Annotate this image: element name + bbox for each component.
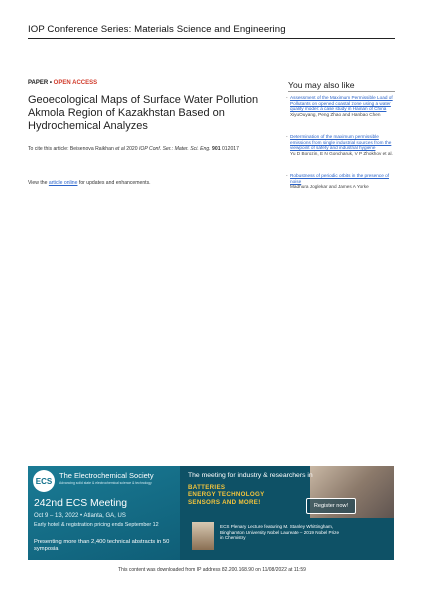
tag-separator: •	[48, 80, 54, 86]
meeting-dates: Oct 9 – 13, 2022 • Atlanta, GA, US	[34, 513, 126, 519]
article-online-link[interactable]: article online	[48, 180, 78, 186]
topic-item: ENERGY TECHNOLOGY	[188, 491, 265, 499]
view-suffix: for updates and enhancements.	[77, 180, 151, 186]
citation	[28, 146, 283, 152]
cite-volume: 901	[210, 146, 221, 152]
related-article-link[interactable]: Robustness of periodic orbits in the presence of noise	[290, 173, 390, 184]
speaker-photo	[192, 522, 214, 550]
banner-right-panel	[180, 466, 394, 560]
society-title: The Electrochemical Society	[59, 471, 154, 480]
related-article-link[interactable]: Determination of the maximum permissible emissions from single industrial sources from the viewpoint of safety and industrial hygiene	[290, 134, 392, 151]
plenary-lecture: ECS Plenary Lecture featuring M. Stanley Whittingham, Binghamton University Nobel Laureate – 2019 Nobel Prize in Chemistry	[220, 524, 339, 541]
banner-left-panel	[28, 466, 180, 560]
bullet: -	[286, 95, 288, 100]
article-type-tag	[28, 80, 97, 86]
article-title: Geoecological Maps of Surface Water Pollution Akmola Region of Kazakhstan Based on Hydrochemical Analyzes	[28, 94, 259, 132]
related-article	[286, 134, 396, 156]
view-online	[28, 180, 151, 186]
topic-item: SENSORS AND MORE!	[188, 498, 261, 506]
related-article-authors: Madhura Joglekar and James A Yorke	[290, 184, 369, 190]
download-note: This content was downloaded from IP address 82.200.168.90 on 11/08/2022 at 11:59	[118, 567, 306, 573]
related-article-authors: XiyuOuyang, Peng Zhao and Hanbao Chen	[290, 111, 381, 117]
cite-year: 2020	[124, 146, 140, 152]
ecs-advert-banner[interactable]	[28, 466, 394, 560]
meeting-for: The meeting for industry & researchers in	[188, 472, 313, 479]
paper-label: PAPER	[28, 80, 49, 86]
related-article	[286, 173, 396, 190]
early-pricing: Early hotel & registration pricing ends September 12	[34, 522, 159, 528]
abstracts-count: Presenting more than 2,400 technical abstracts in 50 symposia	[34, 539, 170, 553]
ecs-logo-icon: ECS	[33, 470, 55, 492]
society-subtitle: Advancing solid state & electrochemical science & technology	[59, 480, 152, 485]
register-button[interactable]: Register now!	[306, 498, 356, 514]
topic-list	[188, 484, 265, 506]
cite-prefix: To cite this article: Beisenova Raikhan	[28, 146, 116, 152]
view-prefix: View the	[28, 180, 49, 186]
society-name	[59, 472, 177, 485]
related-article	[286, 95, 396, 117]
header-divider	[28, 38, 395, 39]
bullet: -	[286, 134, 288, 139]
related-article-link[interactable]: Assessment of the Maximum Permissible Load of Pollutants on opened coastal zone using a water quality model: a case study in Hainan of China	[290, 95, 393, 112]
journal-title: IOP Conference Series: Materials Science and Engineering	[28, 24, 286, 35]
cite-number: 012017	[220, 146, 239, 152]
related-article-authors: Yu D Borozin, E N Goncharuk, V P Zhokhov et al.	[290, 150, 393, 156]
bullet: -	[286, 173, 288, 178]
sidebar-divider	[288, 91, 395, 92]
topic-item: BATTERIES	[188, 484, 226, 491]
sidebar-title: You may also like	[288, 80, 355, 90]
open-access-label: OPEN ACCESS	[53, 80, 98, 86]
cite-journal: IOP Conf. Ser.: Mater. Sci. Eng.	[139, 146, 211, 152]
meeting-name: 242nd ECS Meeting	[34, 498, 127, 509]
cite-etal: et al	[115, 146, 125, 152]
